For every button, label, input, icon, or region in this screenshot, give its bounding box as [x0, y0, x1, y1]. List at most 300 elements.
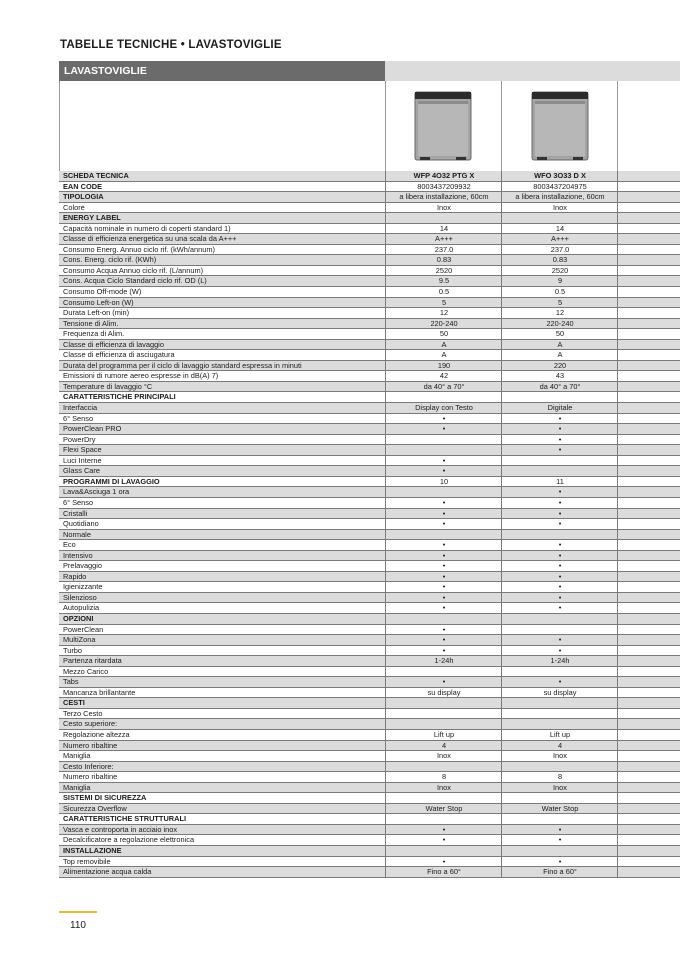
row-label: Lava&Asciuga 1 ora: [63, 487, 130, 497]
value-model-1: 9.5: [385, 276, 502, 286]
row-label: Classe di efficienza di asciugatura: [63, 350, 175, 360]
empty-column-cell: [617, 329, 680, 339]
value-model-1: [385, 530, 502, 540]
table-row: [59, 266, 680, 277]
row-label: Numero ribaltine: [63, 772, 118, 782]
empty-column-cell: [617, 762, 680, 772]
value-model-1: WFP 4O32 PTG X: [385, 171, 502, 181]
empty-column-cell: [617, 867, 680, 877]
value-model-2: 50: [501, 329, 618, 339]
table-row: [59, 667, 680, 678]
empty-column-cell: [617, 804, 680, 814]
empty-column-cell: [617, 245, 680, 255]
row-label: Consumo Acqua Annuo ciclo rif. (L/annum): [63, 265, 204, 275]
value-model-1: da 40° a 70°: [385, 382, 502, 392]
row-label: Cesto superiore:: [63, 719, 118, 729]
table-row: [59, 298, 680, 309]
value-model-1: •: [385, 593, 502, 603]
empty-column-cell: [617, 656, 680, 666]
table-row: [59, 625, 680, 636]
value-model-2: •: [501, 561, 618, 571]
row-label: Igienizzante: [63, 582, 103, 592]
row-label: Partenza ritardata: [63, 656, 122, 666]
value-model-2: 43: [501, 371, 618, 381]
value-model-2: 0.83: [501, 255, 618, 265]
row-label: TIPOLOGIA: [63, 192, 104, 202]
table-row: [59, 762, 680, 773]
section-banner-label: LAVASTOVIGLIE: [64, 65, 147, 77]
section-heading-row: [59, 846, 680, 857]
table-row: [59, 688, 680, 699]
value-model-2: 220: [501, 361, 618, 371]
table-row: [59, 804, 680, 815]
empty-column-cell: [617, 456, 680, 466]
table-row: [59, 287, 680, 298]
empty-column-cell: [617, 846, 680, 856]
value-model-2: [501, 667, 618, 677]
value-model-2: [501, 213, 618, 223]
empty-column-cell: [617, 635, 680, 645]
value-model-2: •: [501, 551, 618, 561]
empty-column-cell: [617, 203, 680, 213]
empty-column-cell: [617, 266, 680, 276]
empty-column-cell: [617, 741, 680, 751]
table-row: [59, 825, 680, 836]
spec-table: [59, 171, 680, 878]
value-model-1: A+++: [385, 234, 502, 244]
value-model-2: A+++: [501, 234, 618, 244]
value-model-1: •: [385, 835, 502, 845]
table-row: [59, 498, 680, 509]
value-model-2: •: [501, 435, 618, 445]
table-header-row: [59, 171, 680, 182]
value-model-2: •: [501, 646, 618, 656]
empty-column-cell: [617, 730, 680, 740]
table-row: [59, 582, 680, 593]
value-model-1: Inox: [385, 783, 502, 793]
row-label: CARATTERISTICHE STRUTTURALI: [63, 814, 187, 824]
row-label: Cons. Acqua Ciclo Standard ciclo rif. OD (L): [63, 276, 207, 286]
value-model-1: 12: [385, 308, 502, 318]
value-model-1: Inox: [385, 203, 502, 213]
value-model-1: •: [385, 677, 502, 687]
value-model-2: •: [501, 857, 618, 867]
empty-column-cell: [617, 530, 680, 540]
value-model-2: 14: [501, 224, 618, 234]
empty-column-cell: [617, 392, 680, 402]
table-row: [59, 466, 680, 477]
value-model-1: •: [385, 424, 502, 434]
value-model-1: [385, 487, 502, 497]
value-model-2: 0.5: [501, 287, 618, 297]
value-model-2: •: [501, 635, 618, 645]
value-model-1: A: [385, 350, 502, 360]
value-model-2: [501, 846, 618, 856]
empty-image-cell: [618, 81, 680, 171]
value-model-1: •: [385, 572, 502, 582]
value-model-1: Display con Testo: [385, 403, 502, 413]
value-model-1: Fino a 60°: [385, 867, 502, 877]
empty-column-cell: [617, 255, 680, 265]
empty-column-cell: [617, 435, 680, 445]
value-model-1: 2520: [385, 266, 502, 276]
row-label: PROGRAMMI DI LAVAGGIO: [63, 476, 160, 486]
value-model-1: [385, 614, 502, 624]
value-model-1: 0.83: [385, 255, 502, 265]
value-model-1: •: [385, 456, 502, 466]
value-model-2: •: [501, 509, 618, 519]
row-label: Intensivo: [63, 550, 93, 560]
value-model-2: Inox: [501, 751, 618, 761]
value-model-1: 0.5: [385, 287, 502, 297]
table-row: [59, 424, 680, 435]
value-model-1: 10: [385, 477, 502, 487]
section-heading-row: [59, 392, 680, 403]
value-model-2: A: [501, 340, 618, 350]
value-model-1: [385, 814, 502, 824]
value-model-2: 11: [501, 477, 618, 487]
row-label: Mezzo Carico: [63, 666, 109, 676]
empty-column-cell: [617, 688, 680, 698]
empty-column-cell: [617, 614, 680, 624]
row-label: Consumo Left-on (W): [63, 297, 134, 307]
row-label: Maniglia: [63, 751, 91, 761]
empty-column-cell: [617, 783, 680, 793]
row-label: Capacità nominale in numero di coperti standard 1): [63, 223, 231, 233]
row-label: Alimentazione acqua calda: [63, 867, 152, 877]
value-model-2: •: [501, 835, 618, 845]
table-row: [59, 772, 680, 783]
value-model-1: Water Stop: [385, 804, 502, 814]
value-model-2: su display: [501, 688, 618, 698]
table-row: [59, 234, 680, 245]
value-model-2: [501, 466, 618, 476]
table-row: [59, 509, 680, 520]
row-label: 6° Senso: [63, 413, 94, 423]
value-model-2: •: [501, 424, 618, 434]
empty-column-cell: [617, 445, 680, 455]
table-row: [59, 709, 680, 720]
section-heading-row: [59, 182, 680, 193]
value-model-1: •: [385, 825, 502, 835]
empty-column-cell: [617, 857, 680, 867]
empty-column-cell: [617, 487, 680, 497]
table-row: [59, 371, 680, 382]
empty-column-cell: [617, 772, 680, 782]
table-row: [59, 350, 680, 361]
row-label: Numero ribaltine: [63, 740, 118, 750]
table-row: [59, 414, 680, 425]
value-model-1: •: [385, 646, 502, 656]
value-model-2: [501, 392, 618, 402]
row-label: ENERGY LABEL: [63, 213, 121, 223]
table-row: [59, 540, 680, 551]
value-model-1: •: [385, 635, 502, 645]
value-model-1: [385, 762, 502, 772]
value-model-2: da 40° a 70°: [501, 382, 618, 392]
value-model-1: •: [385, 519, 502, 529]
product-image-row: [59, 81, 680, 171]
empty-column-cell: [617, 414, 680, 424]
value-model-2: Water Stop: [501, 804, 618, 814]
row-label: Interfaccia: [63, 403, 98, 413]
value-model-1: •: [385, 857, 502, 867]
value-model-2: 220-240: [501, 319, 618, 329]
empty-column-cell: [617, 213, 680, 223]
value-model-2: •: [501, 414, 618, 424]
table-row: [59, 646, 680, 657]
row-label: Tensione di Alim.: [63, 318, 119, 328]
row-label: PowerClean: [63, 624, 104, 634]
row-label: Top removibile: [63, 856, 111, 866]
row-label: Prelavaggio: [63, 561, 103, 571]
value-model-1: 8: [385, 772, 502, 782]
table-row: [59, 593, 680, 604]
value-model-2: [501, 719, 618, 729]
value-model-2: •: [501, 487, 618, 497]
value-model-2: •: [501, 445, 618, 455]
empty-column-cell: [617, 403, 680, 413]
table-row: [59, 635, 680, 646]
value-model-2: 1-24h: [501, 656, 618, 666]
value-model-2: •: [501, 825, 618, 835]
empty-column-cell: [617, 709, 680, 719]
table-row: [59, 340, 680, 351]
value-model-1: 42: [385, 371, 502, 381]
empty-column-cell: [617, 593, 680, 603]
table-row: [59, 719, 680, 730]
row-label: Eco: [63, 540, 76, 550]
table-row: [59, 203, 680, 214]
value-model-2: •: [501, 677, 618, 687]
value-model-1: A: [385, 340, 502, 350]
value-model-1: 1-24h: [385, 656, 502, 666]
row-label: Cristalli: [63, 508, 88, 518]
value-model-2: 8003437204975: [501, 182, 618, 192]
value-model-2: a libera installazione, 60cm: [501, 192, 618, 202]
footer-accent-line: [59, 911, 97, 913]
value-model-1: 8003437209932: [385, 182, 502, 192]
empty-column-cell: [617, 466, 680, 476]
table-row: [59, 741, 680, 752]
value-model-1: [385, 667, 502, 677]
row-label: Vasca e controporta in acciaio inox: [63, 824, 178, 834]
table-row: [59, 319, 680, 330]
value-model-1: Lift up: [385, 730, 502, 740]
row-label: PowerDry: [63, 434, 96, 444]
value-model-1: •: [385, 509, 502, 519]
row-label: Tabs: [63, 677, 79, 687]
value-model-1: •: [385, 582, 502, 592]
row-label: Classe di efficienza di lavaggio: [63, 339, 164, 349]
empty-column-cell: [617, 825, 680, 835]
row-label: CARATTERISTICHE PRINCIPALI: [63, 392, 176, 402]
value-model-2: 237.0: [501, 245, 618, 255]
empty-column-cell: [617, 603, 680, 613]
value-model-1: 4: [385, 741, 502, 751]
product-image-cell-2: [502, 81, 618, 171]
value-model-2: •: [501, 603, 618, 613]
value-model-1: •: [385, 466, 502, 476]
page-number: 110: [70, 920, 86, 931]
row-label: Consumo Off-mode (W): [63, 287, 142, 297]
table-row: [59, 730, 680, 741]
value-model-1: •: [385, 498, 502, 508]
empty-column-cell: [617, 192, 680, 202]
value-model-2: [501, 793, 618, 803]
table-row: [59, 435, 680, 446]
value-model-1: 50: [385, 329, 502, 339]
table-row: [59, 835, 680, 846]
section-heading-row: [59, 814, 680, 825]
value-model-2: [501, 814, 618, 824]
value-model-1: •: [385, 551, 502, 561]
empty-column-cell: [617, 234, 680, 244]
empty-column-cell: [617, 477, 680, 487]
empty-column-cell: [617, 582, 680, 592]
value-model-2: WFO 3O33 D X: [501, 171, 618, 181]
table-row: [59, 783, 680, 794]
empty-column-cell: [617, 171, 680, 181]
value-model-1: Inox: [385, 751, 502, 761]
value-model-2: 12: [501, 308, 618, 318]
value-model-1: •: [385, 603, 502, 613]
value-model-2: •: [501, 498, 618, 508]
table-row: [59, 382, 680, 393]
value-model-1: [385, 709, 502, 719]
value-model-1: •: [385, 540, 502, 550]
value-model-1: •: [385, 561, 502, 571]
value-model-1: •: [385, 625, 502, 635]
table-row: [59, 255, 680, 266]
value-model-1: [385, 846, 502, 856]
empty-column-cell: [617, 340, 680, 350]
table-row: [59, 551, 680, 562]
value-model-2: A: [501, 350, 618, 360]
table-row: [59, 603, 680, 614]
empty-column-cell: [617, 509, 680, 519]
row-label: Autopulizia: [63, 603, 100, 613]
row-label: Flexi Space: [63, 445, 102, 455]
table-row: [59, 445, 680, 456]
empty-column-cell: [617, 276, 680, 286]
value-model-1: 220-240: [385, 319, 502, 329]
product-image-cell-1: [386, 81, 502, 171]
value-model-2: 2520: [501, 266, 618, 276]
value-model-2: 9: [501, 276, 618, 286]
value-model-2: 5: [501, 298, 618, 308]
empty-column-cell: [617, 498, 680, 508]
row-label: SISTEMI DI SICUREZZA: [63, 793, 147, 803]
empty-column-cell: [617, 519, 680, 529]
row-label: EAN CODE: [63, 181, 103, 191]
value-model-1: 237.0: [385, 245, 502, 255]
empty-column-cell: [617, 561, 680, 571]
row-label: Quotidiano: [63, 519, 99, 529]
section-heading-row: [59, 192, 680, 203]
empty-column-cell: [617, 319, 680, 329]
row-label: MultiZona: [63, 635, 96, 645]
dishwasher-image-2: [531, 91, 589, 161]
empty-column-cell: [617, 382, 680, 392]
row-label: Durata Left-on (min): [63, 308, 130, 318]
table-row: [59, 308, 680, 319]
empty-column-cell: [617, 751, 680, 761]
row-label: Sicurezza Overflow: [63, 803, 127, 813]
row-label: INSTALLAZIONE: [63, 846, 122, 855]
table-row: [59, 857, 680, 868]
row-label: Emissioni di rumore aereo espresse in dB(A) 7): [63, 371, 219, 381]
value-model-1: 5: [385, 298, 502, 308]
table-row: [59, 561, 680, 572]
empty-column-cell: [617, 551, 680, 561]
row-label: CESTI: [63, 698, 85, 708]
value-model-2: [501, 456, 618, 466]
empty-column-cell: [617, 677, 680, 687]
section-banner-fill: [385, 61, 680, 81]
section-heading-row: [59, 793, 680, 804]
value-model-1: [385, 392, 502, 402]
empty-column-cell: [617, 698, 680, 708]
value-model-2: •: [501, 540, 618, 550]
value-model-2: [501, 762, 618, 772]
row-label: Glass Care: [63, 466, 100, 476]
table-row: [59, 751, 680, 762]
empty-column-cell: [617, 298, 680, 308]
value-model-1: [385, 793, 502, 803]
row-label: Luci Interne: [63, 455, 102, 465]
value-model-2: [501, 625, 618, 635]
row-label: Mancanza brillantante: [63, 687, 136, 697]
row-label: Consumo Energ. Annuo ciclo rif. (kWh/annum): [63, 244, 215, 254]
row-label: Durata del programma per il ciclo di lavaggio standard espressa in minuti: [63, 360, 302, 370]
value-model-1: •: [385, 414, 502, 424]
row-label: Decalcificatore a regolazione elettronica: [63, 835, 195, 845]
empty-column-cell: [617, 814, 680, 824]
empty-column-cell: [617, 540, 680, 550]
table-row: [59, 519, 680, 530]
table-row: [59, 276, 680, 287]
value-model-2: [501, 530, 618, 540]
value-model-2: 4: [501, 741, 618, 751]
value-model-2: Inox: [501, 783, 618, 793]
value-model-1: [385, 698, 502, 708]
value-model-1: [385, 213, 502, 223]
table-row: [59, 530, 680, 541]
empty-column-cell: [617, 835, 680, 845]
table-row: [59, 677, 680, 688]
section-heading-row: [59, 213, 680, 224]
empty-column-cell: [617, 224, 680, 234]
table-row: [59, 329, 680, 340]
row-label: 6° Senso: [63, 497, 94, 507]
table-row: [59, 867, 680, 878]
value-model-2: [501, 614, 618, 624]
empty-column-cell: [617, 350, 680, 360]
value-model-2: Digitale: [501, 403, 618, 413]
table-row: [59, 361, 680, 372]
value-model-1: su display: [385, 688, 502, 698]
empty-column-cell: [617, 182, 680, 192]
dishwasher-image-1: [414, 91, 472, 161]
row-label: PowerClean PRO: [63, 424, 122, 434]
value-model-2: •: [501, 593, 618, 603]
value-model-1: 190: [385, 361, 502, 371]
empty-column-cell: [617, 793, 680, 803]
value-model-2: Lift up: [501, 730, 618, 740]
value-model-1: [385, 445, 502, 455]
image-row-label-cell: [59, 81, 386, 171]
